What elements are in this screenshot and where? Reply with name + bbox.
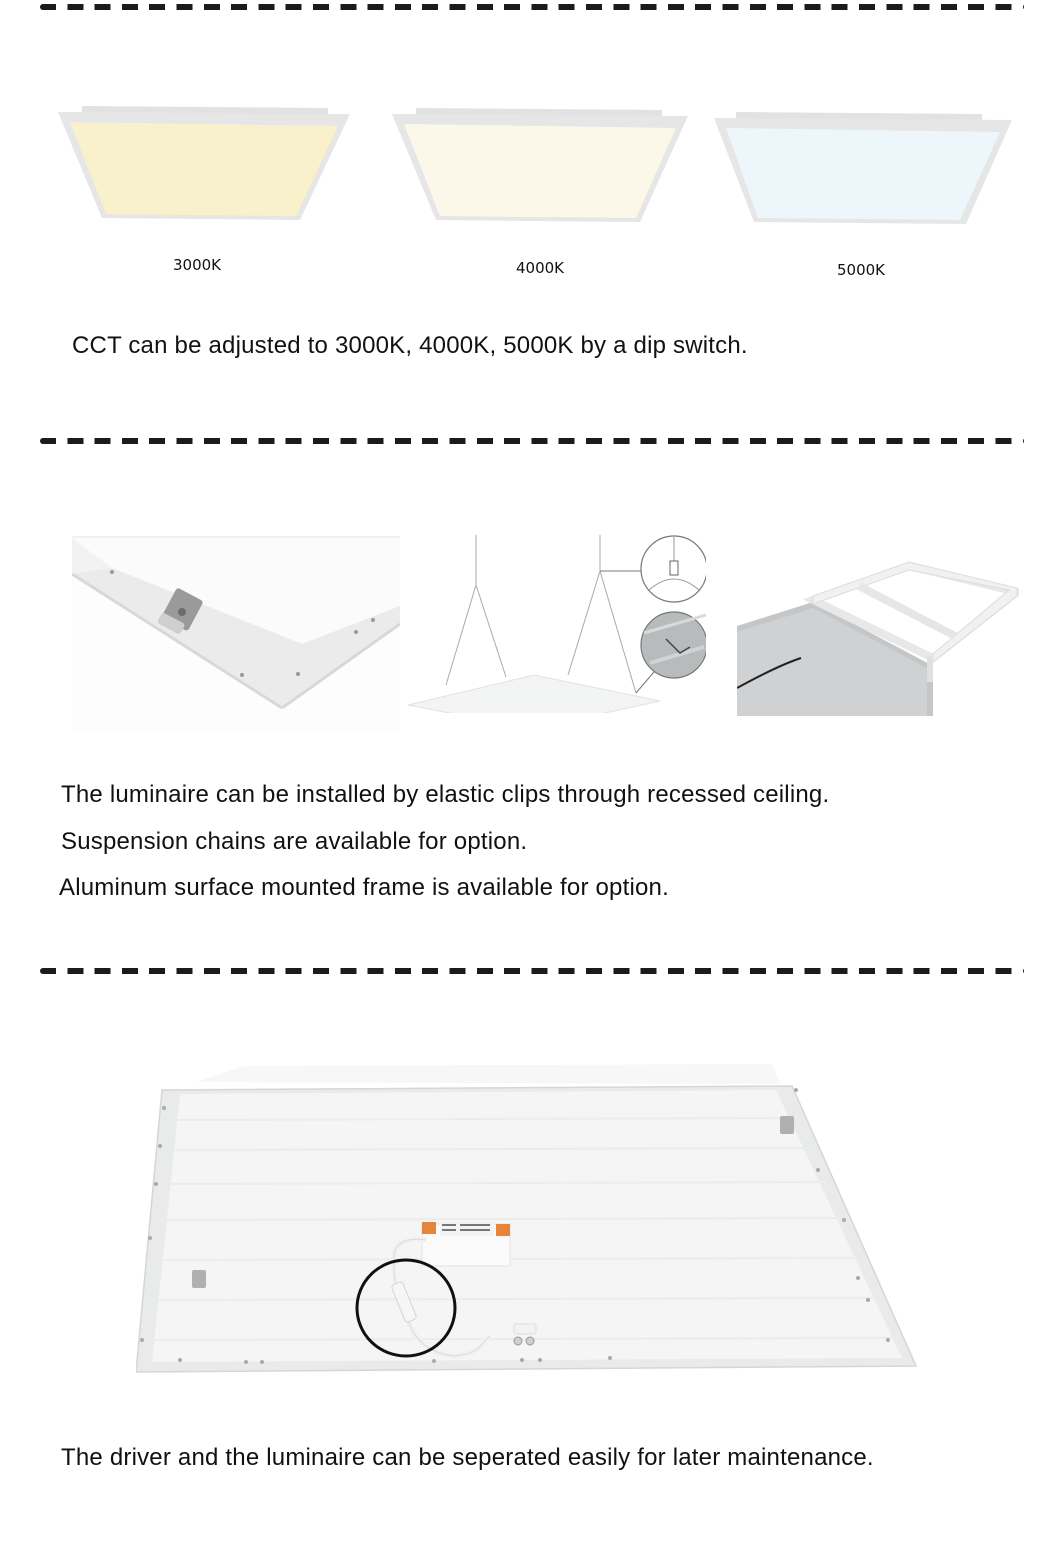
dashed-divider [40,968,1024,974]
suspension-chains-image [404,535,706,713]
elastic-clip-image [72,536,400,734]
install-caption-frame: Aluminum surface mounted frame is available for option. [59,874,669,901]
cct-label-3000k: 3000K [173,256,222,274]
cct-caption: CCT can be adjusted to 3000K, 4000K, 5000K by a dip switch. [72,332,748,359]
driver-panel-image [136,1060,920,1382]
panel-5000k-image [712,106,1012,236]
dashed-divider [40,4,1024,10]
driver-box [422,1222,510,1266]
driver-caption: The driver and the luminaire can be seperated easily for later maintenance. [61,1444,874,1471]
surface-frame-image [737,556,1019,716]
panel-3000k-image [56,100,356,230]
panel-4000k-image [390,102,690,232]
cct-label-5000k: 5000K [837,261,886,279]
dashed-divider [40,438,1024,444]
cct-label-4000k: 4000K [516,259,565,277]
install-caption-clips: The luminaire can be installed by elastic clips through recessed ceiling. [61,781,830,808]
install-caption-chains: Suspension chains are available for option. [61,828,528,855]
